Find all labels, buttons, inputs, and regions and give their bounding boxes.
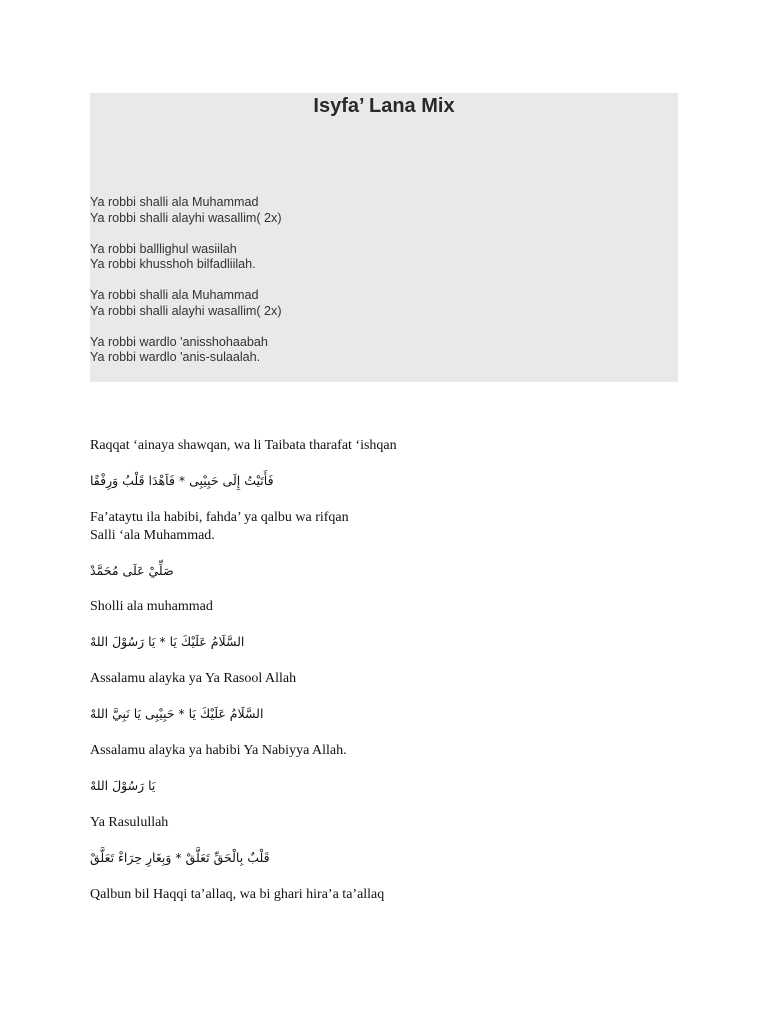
document-title: Isyfa’ Lana Mix [313, 95, 455, 117]
stanza-line: Ya robbi shalli alayhi wasallim( 2x) [90, 303, 282, 318]
lyric-line: Raqqat ‘ainaya shawqan, wa li Taibata tharafat ‘ishqan [90, 438, 397, 453]
arabic-line: السَّلَامُ عَلَيْكَ يَا * يَا رَسُوْلَ اللهْ [90, 634, 245, 649]
lyric-line: Salli ‘ala Muhammad. [90, 528, 215, 543]
shaded-header-box [90, 93, 678, 382]
stanza-list [90, 195, 282, 381]
stanza-line: Ya robbi khusshoh bilfadliilah. [90, 257, 256, 271]
stanza [90, 335, 282, 366]
lyric-line: Fa’ataytu ila habibi, fahda’ ya qalbu wa rifqan [90, 510, 349, 525]
lyric-line: Ya Rasulullah [90, 815, 169, 830]
arabic-line: صَلِّيْ عَلَى مُحَمَّدْ [90, 563, 174, 578]
stanza-line: Ya robbi shalli ala Muhammad [90, 288, 259, 302]
stanza-line: Ya robbi balllighul wasiilah [90, 241, 237, 256]
stanza-line: Ya robbi shalli ala Muhammad [90, 195, 259, 209]
stanza [90, 242, 282, 273]
stanza [90, 288, 282, 319]
stanza-line: Ya robbi wardlo 'anis-sulaalah. [90, 350, 261, 364]
arabic-line: فَأَتَيْتُ إِلَى حَبِيْبِى * فَاَهْدَا قَلْبُ وَرِفْقًا [90, 473, 274, 488]
lyric-line: Assalamu alayka ya habibi Ya Nabiyya Allah. [90, 743, 347, 758]
stanza-line: Ya robbi wardlo 'anisshohaabah [90, 334, 268, 349]
stanza-line: Ya robbi shalli alayhi wasallim( 2x) [90, 210, 282, 225]
arabic-line: السَّلَامُ عَلَيْكَ يَا * حَبِيْبِى يَا نَبِيَّ اللهْ [90, 706, 264, 721]
lyric-line: Sholli ala muhammad [90, 599, 213, 614]
arabic-line: يَا رَسُوْلَ اللهْ [90, 778, 156, 793]
lyric-line: Assalamu alayka ya Ya Rasool Allah [90, 671, 297, 686]
lyric-line: Qalbun bil Haqqi ta’allaq, wa bi ghari hira’a ta’allaq [90, 887, 385, 902]
arabic-line: قَلْبٌ بِالْحَقِّ تَعَلَّقْ * وَبِغَارِ حِرَاءْ تَعَلَّقْ [90, 850, 270, 865]
stanza [90, 195, 282, 226]
